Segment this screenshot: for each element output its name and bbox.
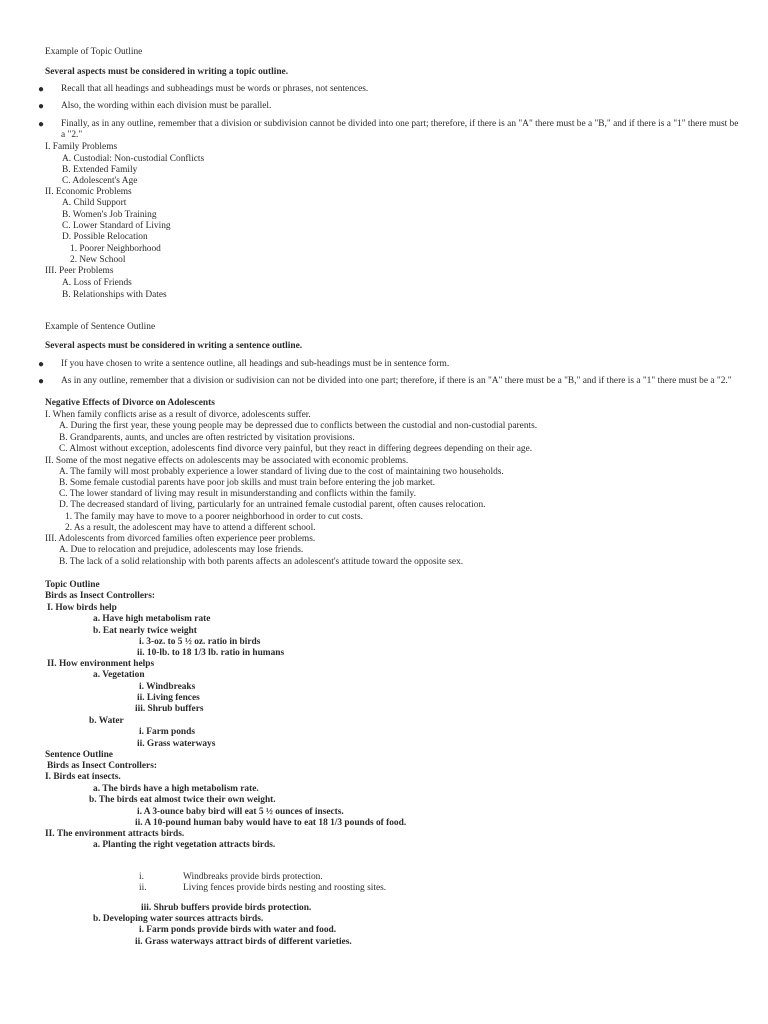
topic-outline-line: A. Loss of Friends (62, 278, 132, 288)
topic-outline-line: II. Economic Problems (45, 187, 132, 197)
topic-outline-line: 1. Poorer Neighborhood (70, 244, 161, 254)
birds-topic-line: II. How environment helps (47, 659, 155, 669)
bullet-icon: ● (38, 376, 45, 387)
bullet-icon: ● (38, 119, 45, 130)
birds-topic-line: I. How birds help (47, 603, 117, 613)
birds-topic-line: b. Water (89, 716, 124, 726)
birds-topic-line: ii. Living fences (137, 693, 200, 703)
sentence-outline-line: 2. As a result, the adolescent may have to attend a different school. (65, 523, 316, 533)
birds-sentence-line: i. A 3-ounce baby bird will eat 5 ½ ounces of insects. (137, 807, 344, 817)
birds-topic-subtitle: Birds as Insect Controllers: (45, 591, 155, 601)
topic-outline-line: I. Family Problems (45, 142, 118, 152)
sentence-outline-line: III. Adolescents from divorced families often experience peer problems. (45, 534, 316, 544)
birds-sentence-line: i. Farm ponds provide birds with water and food. (139, 925, 337, 935)
sentence-outline-line: A. During the first year, these young people may be depressed due to conflicts between the custodial and non-custodial parents. (59, 421, 538, 431)
birds-sentence-title: Sentence Outline (45, 750, 113, 760)
birds-sentence-line: ii. A 10-pound human baby would have to eat 18 1/3 pounds of food. (135, 818, 407, 828)
birds-topic-line: a. Vegetation (93, 670, 145, 680)
birds-topic-line: ii. Grass waterways (137, 739, 216, 749)
topic-outline-line: A. Custodial: Non-custodial Conflicts (62, 154, 205, 164)
topic-bullet-3: Finally, as in any outline, remember that a division or subdivision cannot be divided into one part; therefore, if there is an "A" there must be a "B," and if there is a "1" there must be a "2." (61, 119, 739, 141)
birds-sentence-line: ii. Grass waterways attract birds of different varieties. (135, 937, 352, 947)
sentence-example-title: Example of Sentence Outline (45, 322, 156, 332)
topic-outline-line: D. Possible Relocation (62, 232, 148, 242)
topic-example-lead: Several aspects must be considered in writing a topic outline. (45, 67, 289, 77)
sentence-bullet-1: If you have chosen to write a sentence outline, all headings and sub-headings must be in sentence form. (61, 359, 450, 369)
birds-topic-line: ii. 10-lb. to 18 1/3 lb. ratio in humans (137, 648, 285, 658)
bullet-icon: ● (38, 359, 45, 370)
topic-bullet-2: Also, the wording within each division must be parallel. (61, 101, 272, 111)
sentence-outline-line: 1. The family may have to move to a poorer neighborhood in order to cut costs. (65, 512, 363, 522)
sentence-outline-heading: Negative Effects of Divorce on Adolescents (45, 398, 215, 408)
birds-topic-line: i. Farm ponds (139, 727, 195, 737)
birds-sentence-line: b. Developing water sources attracts birds. (93, 914, 264, 924)
sentence-bullet-2: As in any outline, remember that a division or sudivision can not be divided into one part; therefore, if there is an "A" there must be a "B," and if there is a "1" there must be a "2." (61, 376, 732, 386)
topic-outline-line: 2. New School (70, 255, 126, 265)
birds-sentence-tab-num: ii. (139, 883, 147, 893)
birds-topic-line: i. 3-oz. to 5 ½ oz. ratio in birds (139, 637, 261, 647)
topic-outline-line: A. Child Support (62, 198, 127, 208)
birds-sentence-line: a. The birds have a high metabolism rate. (93, 784, 259, 794)
birds-sentence-line: b. The birds eat almost twice their own weight. (89, 795, 276, 805)
sentence-outline-line: II. Some of the most negative effects on adolescents may be associated with economic problems. (45, 456, 409, 466)
topic-outline-line: B. Relationships with Dates (62, 290, 167, 300)
birds-sentence-subtitle: Birds as Insect Controllers: (47, 761, 157, 771)
sentence-outline-line: D. The decreased standard of living, particularly for an untrained female custodial parent, often causes relocation. (59, 500, 486, 510)
birds-topic-line: b. Eat nearly twice weight (93, 626, 197, 636)
birds-sentence-tab-num: i. (139, 872, 144, 882)
topic-outline-line: C. Adolescent's Age (62, 176, 138, 186)
topic-example-title: Example of Topic Outline (45, 47, 143, 57)
topic-outline-line: C. Lower Standard of Living (62, 221, 171, 231)
birds-sentence-tab-text: Living fences provide birds nesting and roosting sites. (183, 883, 387, 893)
birds-topic-line: a. Have high metabolism rate (93, 614, 211, 624)
birds-topic-line: iii. Shrub buffers (135, 704, 204, 714)
birds-sentence-line: iii. Shrub buffers provide birds protection. (141, 903, 312, 913)
sentence-outline-line: B. The lack of a solid relationship with both parents affects an adolescent's attitude toward the opposite sex. (59, 557, 464, 567)
birds-topic-line: i. Windbreaks (139, 682, 196, 692)
sentence-outline-line: C. The lower standard of living may result in misunderstanding and conflicts within the family. (59, 489, 416, 499)
birds-sentence-line: I. Birds eat insects. (45, 772, 121, 782)
sentence-outline-line: A. The family will most probably experience a lower standard of living due to the cost of maintaining two households. (59, 467, 504, 477)
topic-outline-line: B. Women's Job Training (62, 210, 157, 220)
bullet-icon: ● (38, 84, 45, 95)
topic-outline-line: B. Extended Family (62, 165, 138, 175)
birds-topic-title: Topic Outline (45, 580, 100, 590)
sentence-outline-line: B. Grandparents, aunts, and uncles are often restricted by visitation provisions. (59, 433, 355, 443)
sentence-example-lead: Several aspects must be considered in writing a sentence outline. (45, 341, 303, 351)
bullet-icon: ● (38, 101, 45, 112)
sentence-outline-line: I. When family conflicts arise as a result of divorce, adolescents suffer. (45, 410, 311, 420)
birds-sentence-line: II. The environment attracts birds. (45, 829, 185, 839)
birds-sentence-tab-text: Windbreaks provide birds protection. (183, 872, 323, 882)
birds-sentence-line: a. Planting the right vegetation attracts birds. (93, 840, 276, 850)
sentence-outline-line: B. Some female custodial parents have poor job skills and must train before entering the job market. (59, 478, 435, 488)
topic-outline-line: III. Peer Problems (45, 266, 114, 276)
sentence-outline-line: C. Almost without exception, adolescents find divorce very painful, but they react in differing degrees depending on their age. (59, 444, 533, 454)
topic-bullet-1: Recall that all headings and subheadings must be words or phrases, not sentences. (61, 84, 369, 94)
sentence-outline-line: A. Due to relocation and prejudice, adolescents may lose friends. (59, 545, 304, 555)
